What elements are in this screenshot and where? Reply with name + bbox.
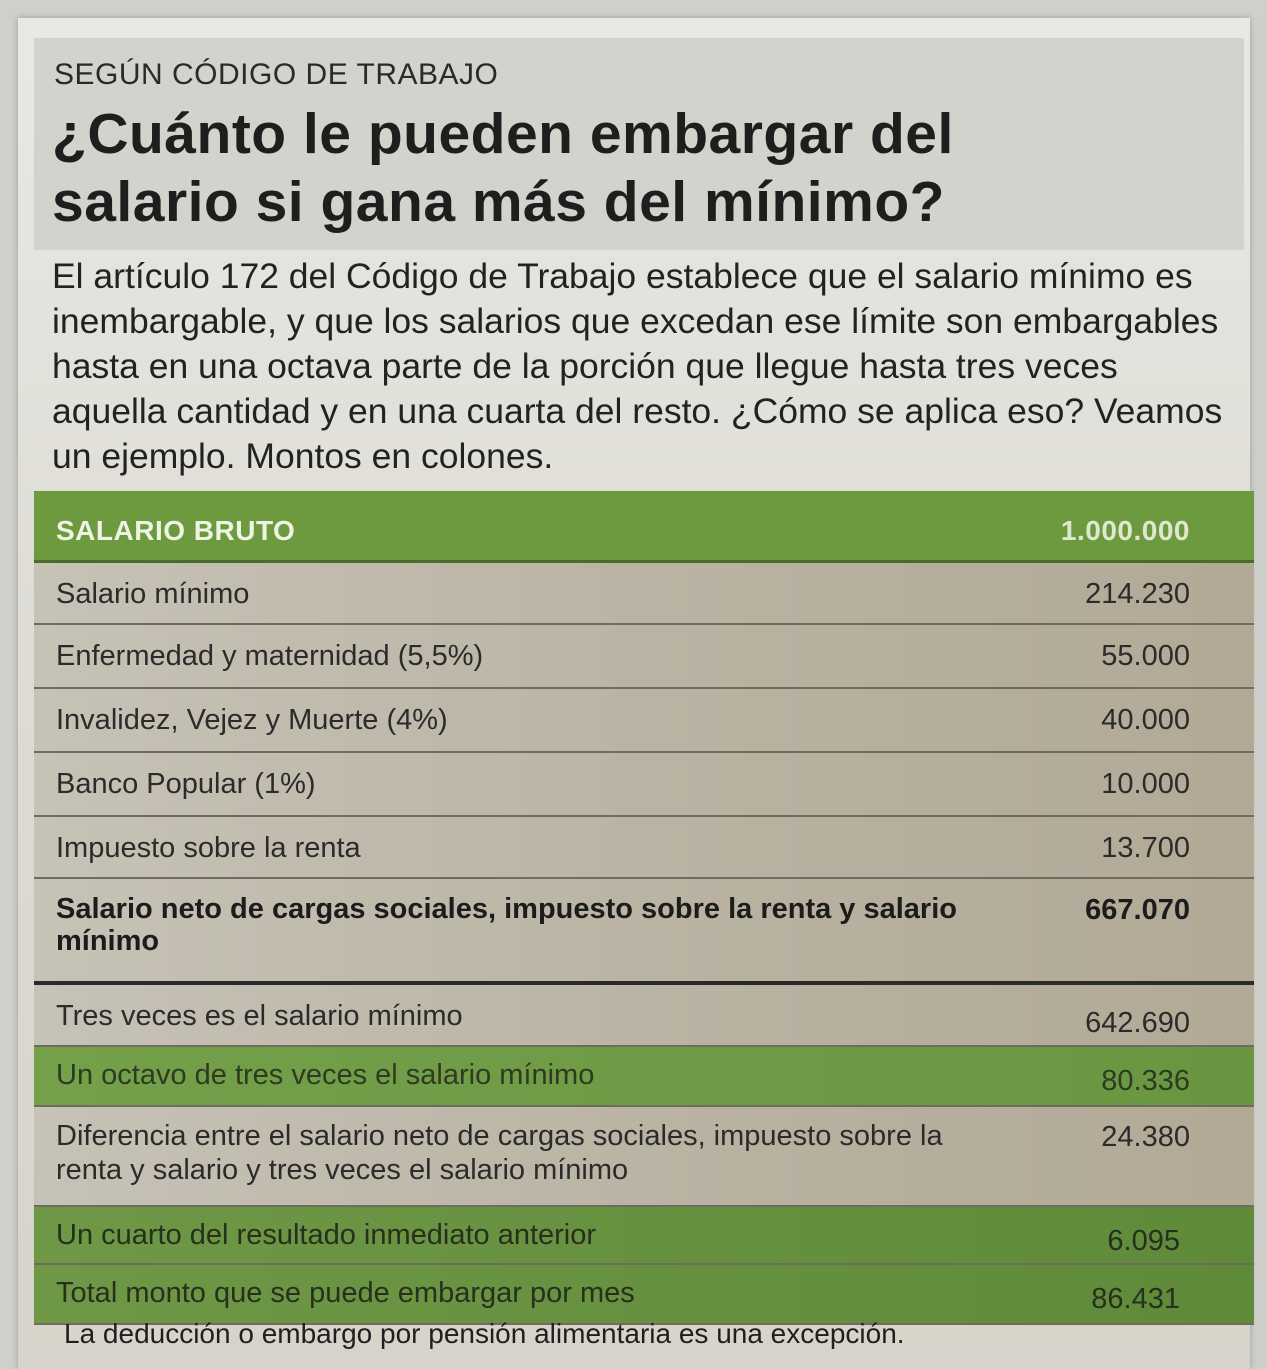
row-value: 40.000 [1101,704,1190,736]
row-label: Diferencia entre el salario neto de cargas sociales, impuesto sobre la renta y salario y tres veces el salario mínimo [56,1120,943,1186]
table-row-highlight [34,1047,1254,1107]
row-label: Salario mínimo [56,578,250,610]
footnote: La deducción o embargo por pensión alimentaria es una excepción. [64,1318,905,1349]
row-value: 13.700 [1101,832,1190,864]
table-row [34,689,1254,753]
table-row [34,985,1254,1047]
table-row-highlight [34,1207,1254,1265]
row-label: Tres veces es el salario mínimo [56,1000,463,1032]
row-label: SALARIO BRUTO [56,515,296,546]
row-value: 1.000.000 [1060,515,1190,546]
kicker: SEGÚN CÓDIGO DE TRABAJO [54,58,499,91]
row-label: Banco Popular (1%) [56,768,316,800]
table-row-subtotal [34,879,1254,985]
salary-table [34,491,1254,1325]
headline: ¿Cuánto le pueden embargar del salario si gana más del mínimo? [52,102,954,234]
row-value: 667.070 [1085,894,1190,926]
row-value: 24.380 [1101,1121,1190,1153]
table-row [34,817,1254,879]
table-header-row [34,491,1254,563]
row-value: 6.095 [1107,1225,1180,1257]
table-row-total [34,1265,1254,1325]
table-row [34,625,1254,689]
intro-paragraph: El artículo 172 del Código de Trabajo establece que el salario mínimo es inembargable, y que los salarios que excedan ese límite son embargables hasta en una octava parte de la porción que llegue hasta tres veces aquella cantidad y en una cuarta del resto. ¿Cómo se aplica eso? Veamos un ejemplo. Montos en colones. [52,256,1223,476]
row-label: Enfermedad y maternidad (5,5%) [56,640,484,672]
row-label: Salario neto de cargas sociales, impuesto sobre la renta y salario mínimo [56,893,957,957]
row-value: 55.000 [1101,640,1190,672]
row-value: 214.230 [1085,578,1190,610]
table-row [34,1107,1254,1207]
row-value: 642.690 [1085,1007,1190,1039]
row-label: Invalidez, Vejez y Muerte (4%) [56,704,448,736]
row-value: 86.431 [1091,1283,1180,1315]
row-value: 80.336 [1101,1065,1190,1097]
table-row [34,563,1254,625]
row-value: 10.000 [1101,768,1190,800]
row-label: Impuesto sobre la renta [56,832,361,864]
row-label: Un octavo de tres veces el salario mínimo [56,1059,595,1091]
table-row [34,753,1254,817]
row-label: Un cuarto del resultado inmediato anterior [56,1219,597,1251]
row-label: Total monto que se puede embargar por mes [56,1277,635,1309]
